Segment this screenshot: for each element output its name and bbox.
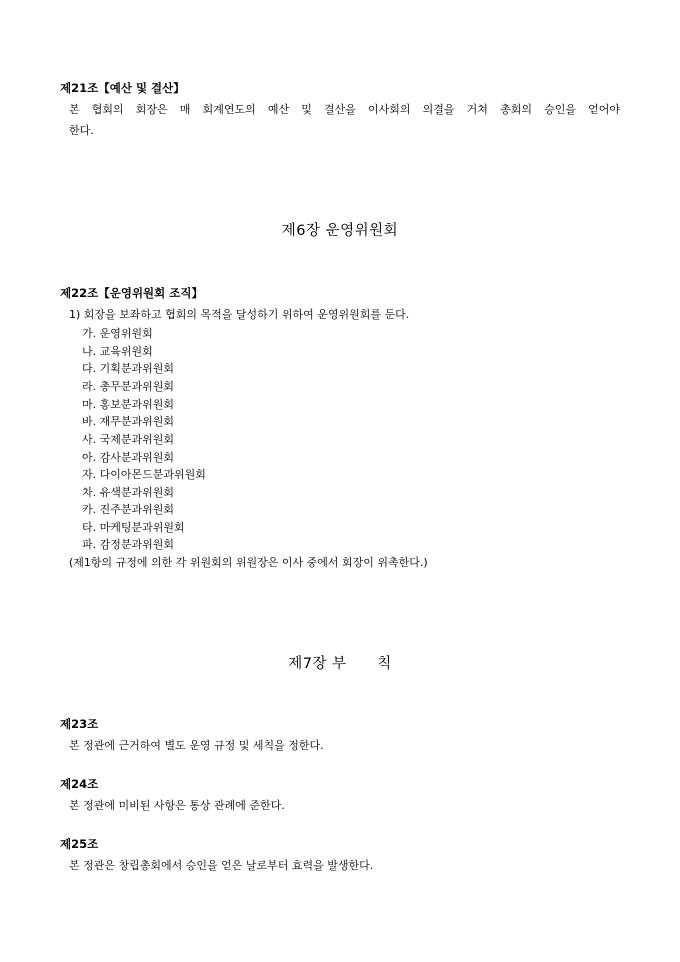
article-23-text: 본 정관에 근거하여 별도 운영 규정 및 세칙을 정한다. [69, 739, 324, 752]
article-24-text: 본 정관에 미비된 사항은 통상 관례에 준한다. [69, 799, 285, 812]
article-21-heading: 제21조【예산 및 결산】 [60, 81, 185, 95]
committee-list-item: 차. 유색분과위원회 [82, 486, 175, 499]
article-23-heading: 제23조 [60, 717, 99, 731]
article-25-text: 본 정관은 창립총회에서 승인을 얻은 날로부터 효력을 발생한다. [69, 859, 374, 872]
chapter-6-title: 제6장 운영위원회 [281, 223, 399, 239]
committee-list-item: 가. 운영위원회 [82, 327, 153, 340]
committee-list-item: 바. 재무분과위원회 [82, 415, 175, 428]
chapter-7-title: 제7장 부 칙 [288, 656, 392, 672]
committee-list-item: 라. 총무분과위원회 [82, 380, 175, 393]
article-22-clause-1: 1) 회장을 보좌하고 협회의 목적을 달성하기 위하여 운영위원회를 둔다. [69, 308, 410, 321]
committee-list-item: 마. 홍보분과위원회 [82, 398, 175, 411]
article-25-heading: 제25조 [60, 837, 99, 851]
committee-list-item: 파. 감정분과위원회 [82, 538, 175, 551]
article-22-note: (제1항의 규정에 의한 각 위원회의 위원장은 이사 중에서 회장이 위촉한다.) [69, 556, 428, 569]
committee-list-item: 아. 감사분과위원회 [82, 451, 175, 464]
committee-list-item: 타. 마케팅분과위원회 [82, 521, 185, 534]
article-21-line-2: 한다. [69, 124, 94, 137]
article-24-heading: 제24조 [60, 777, 99, 791]
committee-list-item: 자. 다이아몬드분과위원회 [82, 468, 206, 481]
committee-list-item: 사. 국제분과위원회 [82, 433, 175, 446]
committee-list-item: 카. 진주분과위원회 [82, 503, 175, 516]
article-21-line-1: 본 협회의 회장은 매 회계연도의 예산 및 결산을 이사회의 의결을 거쳐 총회의 승인을 얻어야 [69, 103, 620, 116]
committee-list-item: 나. 교육위원회 [82, 345, 153, 358]
committee-list-item: 다. 기획분과위원회 [82, 362, 175, 375]
article-22-heading: 제22조【운영위원회 조직】 [60, 286, 203, 300]
